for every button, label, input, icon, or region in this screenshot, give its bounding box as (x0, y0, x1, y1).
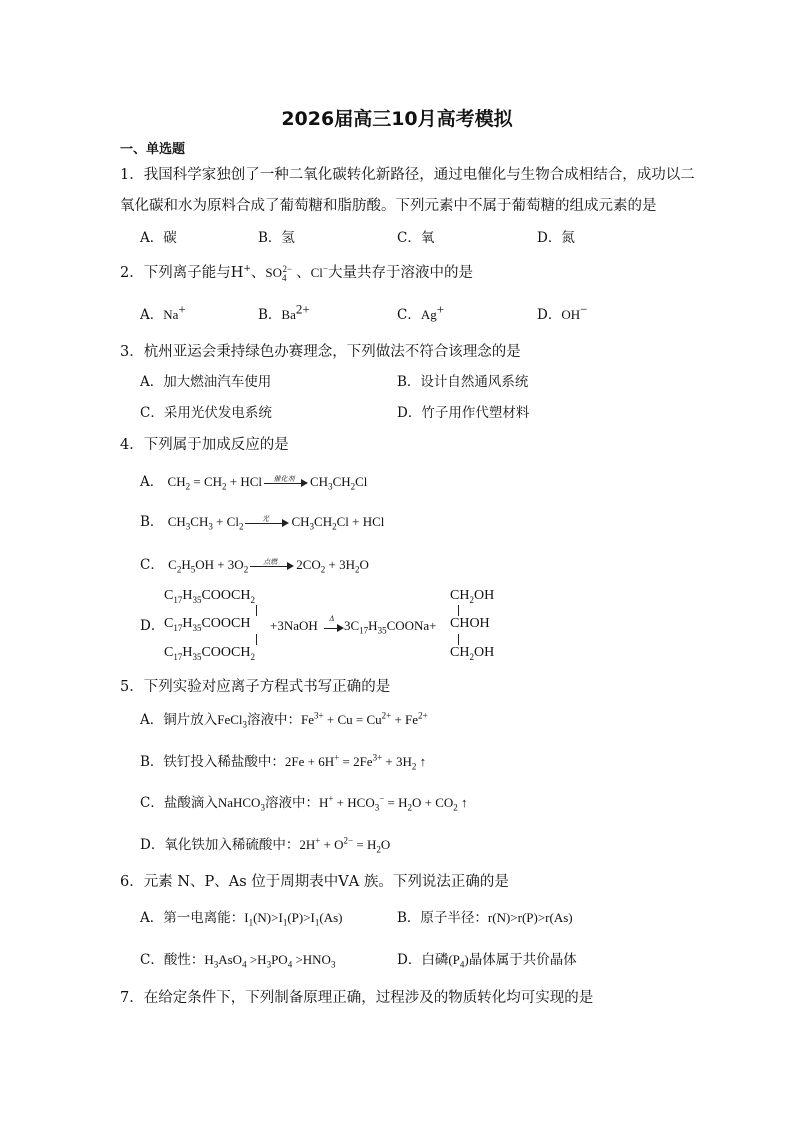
q1-option-b: B．氢 (258, 230, 295, 246)
q1-stem-line1: 1．我国科学家独创了一种二氧化碳转化新路径，通过电催化与生物合成相结合，成功以二 (120, 167, 695, 183)
q3-stem: 3．杭州亚运会秉持绿色办赛理念，下列做法不符合该理念的是 (120, 344, 521, 360)
q4-d-reactant-line2: $C_{17}H_{35}COOCH$ (164, 616, 251, 633)
q4-option-a: A． $CH_2 = CH_2$ + HCl 催化剂 $CH_3CH_2Cl$ (140, 473, 367, 491)
q7-stem: 7．在给定条件下，下列制备原理正确，过程涉及的物质转化均可实现的是 (120, 990, 594, 1006)
q1-option-a: A．碳 (140, 230, 177, 246)
q5-option-d: D．氧化铁加入稀硫酸中：$2H^+ + O^{2-} = H_2O$ (140, 835, 391, 855)
q2-option-d: D．OH− (537, 301, 588, 323)
q3-option-d: D．竹子用作代塑材料 (397, 405, 530, 421)
q3-option-c: C．采用光伏发电系统 (140, 405, 272, 421)
q5-stem: 5．下列实验对应离子方程式书写正确的是 (120, 679, 391, 695)
q2-option-b: B．$Ba^{2+}$ (258, 301, 310, 323)
q4-d-arrow: Δ (322, 617, 346, 636)
q4-d-bond (458, 634, 459, 645)
q2-stem-prefix: 2．下列离子能与H (120, 265, 244, 281)
q6-option-a: A．第一电离能：$I_1(N)>I_1(P)>I_1(As)$ (140, 910, 343, 928)
q4-d-label: D． (140, 618, 165, 634)
q3-option-a: A．加大燃油汽车使用 (140, 374, 272, 390)
q4-a-condition: 催化剂 (273, 474, 295, 483)
q4-d-product-soap: $3C_{17}H_{35}COONa+$ (344, 618, 437, 636)
q2-stem-suffix: 大量共存于溶液中的是 (328, 265, 473, 281)
page-title: 2026届高三10月高考模拟 (281, 108, 513, 130)
q4-d-glycerol-line2: CHOH (450, 616, 490, 631)
q6-option-b: B．原子半径：r(N)>r(P)>r(As) (397, 910, 573, 926)
q6-option-d: D．白磷$(P_4)$晶体属于共价晶体 (397, 952, 577, 970)
q4-d-glycerol-line1: $CH_2OH$ (450, 588, 495, 605)
q4-option-b: B． $CH_3CH_3 + Cl_2$ 光 $CH_3CH_2Cl$ + HCl (140, 513, 384, 531)
section-heading: 一、单选题 (120, 142, 186, 157)
q2-option-a: A．Na+ (140, 301, 186, 323)
q4-stem: 4．下列属于加成反应的是 (120, 437, 289, 453)
q4-d-reactant-line3: $C_{17}H_{35}COOCH_2$ (164, 645, 255, 662)
q2-option-c: C．Ag+ (397, 301, 445, 323)
q1-option-d: D．氮 (537, 230, 575, 246)
q4-option-c: C． $C_2H_5OH + 3O_2$ 点燃 $2CO_2 + 3H_2O$ (140, 556, 369, 574)
q4-d-bond (256, 634, 257, 645)
q4-d-bond (458, 605, 459, 616)
q4-d-bond (256, 605, 257, 616)
q5-option-a: A．铜片放入FeCl$_3$溶液中：$Fe^{3+} + Cu = Cu^{2+} + Fe^{2+}$ (140, 710, 428, 730)
q3-option-b: B．设计自然通风系统 (397, 374, 529, 390)
q4-d-reagent: +3NaOH (270, 618, 318, 633)
q6-option-c: C．酸性：$H_3AsO_4 >H_3PO_4 >HNO_3$ (140, 952, 336, 970)
q5-option-c: C．盐酸滴入NaHCO$_3$溶液中：$H^+ + HCO_3^- = H_2O + CO_2$ ↑ (140, 793, 468, 813)
q5-option-b: B．铁钉投入稀盐酸中：$2Fe + 6H^+ = 2Fe^{3+} + 3H_2$ ↑ (140, 752, 427, 772)
q1-stem-line2: 氧化碳和水为原料合成了葡萄糖和脂肪酸。下列元素中不属于葡萄糖的组成元素的是 (120, 198, 657, 214)
q4-d-glycerol-line3: $CH_2OH$ (450, 645, 495, 662)
q2-stem: 2．下列离子能与H+、$SO_4^{2-}$ 、Cl−大量共存于溶液中的是 (120, 263, 473, 283)
q6-stem: 6．元素 N、P、As 位于周期表中ⅤA 族。下列说法正确的是 (120, 874, 509, 890)
q1-option-c: C．氧 (397, 230, 435, 246)
q4-d-reactant-line1: $C_{17}H_{35}COOCH_2$ (164, 588, 255, 605)
q4-c-condition: 点燃 (263, 557, 278, 566)
q4-b-condition: 光 (261, 514, 269, 523)
